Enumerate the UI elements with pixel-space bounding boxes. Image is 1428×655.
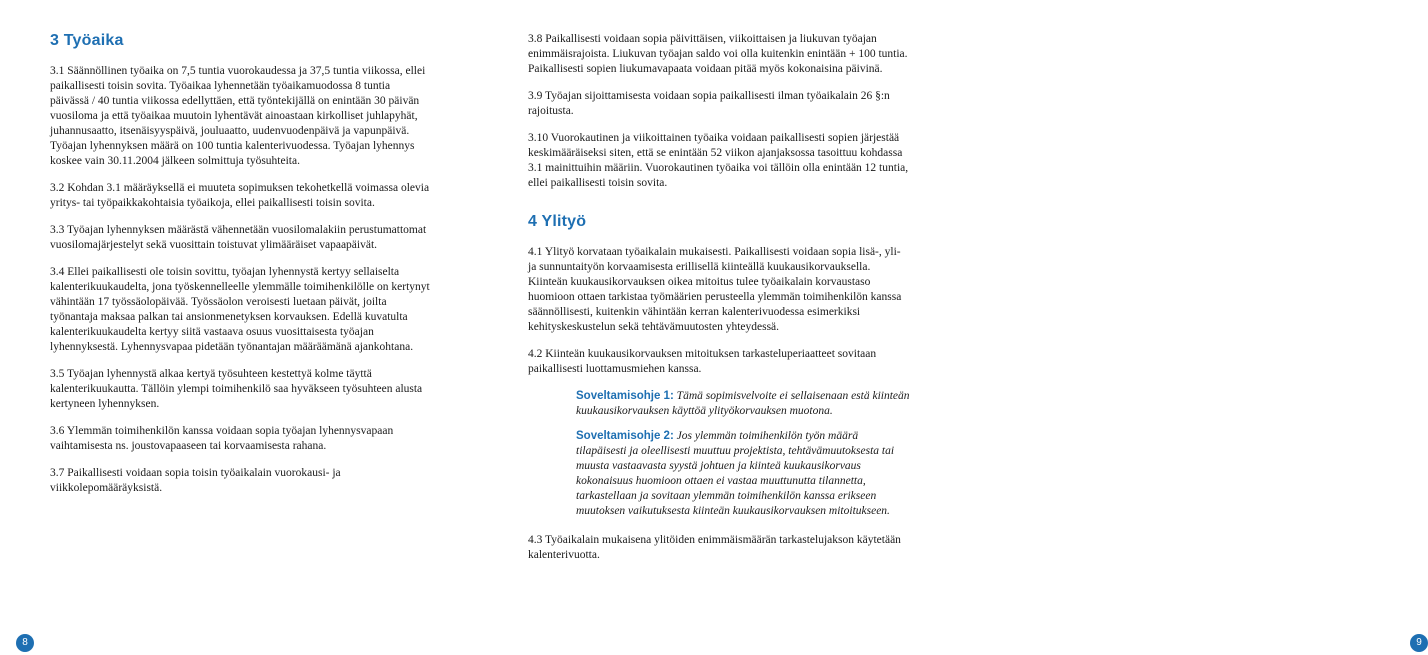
paragraph-3-3: 3.3 Työajan lyhennyksen määrästä vähennetään vuosilomalakiin perustumattomat vuosilomajärjestelyt sekä vuosittain toistuvat ylimääräiset vapaapäivät.	[50, 224, 427, 251]
paragraph-3-5: 3.5 Työajan lyhennystä alkaa kertyä työsuhteen kestettyä kolme täyttä kalenterikuukautta. Tällöin ylempi toimihenkilö saa hyväkseen työsuhteen alusta kertyneen lyhennyksen.	[50, 368, 423, 410]
guideline-2	[576, 429, 910, 519]
guideline-1-label: Soveltamisohje 1:	[576, 390, 674, 402]
paragraph-3-6: 3.6 Ylemmän toimihenkilön kanssa voidaan sopia työajan lyhennysvapaan vaihtamisesta ns. joustovapaaseen tai korvaamisesta rahana.	[50, 425, 394, 452]
paragraph-3-2: 3.2 Kohdan 3.1 määräyksellä ei muuteta sopimuksen tekohetkellä voimassa olevia yritys- tai työpaikkakohtaisia työaikoja, ellei paikallisesti toisin sovita.	[50, 182, 430, 209]
guideline-2-text: Jos ylemmän toimihenkilön työn määrä tilapäisesti ja oleellisesti muuttuu projektista, tehtävämuutoksesta tai muusta vastaavasta syystä johtuen ja kiinteä kuukausikorvaus kokonaisuus huomioon ottaen ei vastaa muuttunutta tilannetta, tarkastellaan ja sovitaan ylemmän toimihenkilön kanssa erikseen muutoksen vaikutuksesta kiinteän kuukausikorvauksen mitoitukseen.	[576, 430, 895, 517]
guideline-1	[576, 389, 910, 419]
paragraph-4-2: 4.2 Kiinteän kuukausikorvauksen mitoituksen tarkasteluperiaatteet sovitaan paikallisesti luottamusmiehen kanssa.	[528, 348, 877, 375]
paragraph-3-1: 3.1 Säännöllinen työaika on 7,5 tuntia vuorokaudessa ja 37,5 tuntia viikossa, ellei paikallisesti toisin sovita. Työaikaa lyhennetään työaikamuodossa 8 tuntia päivässä / 40 tuntia viikossa edellyttäen, että työntekijällä on enintään 30 päivän vuosiloma ja että työaikaa muutoin lyhentävät ainoastaan kirkolliset juhlapyhät, juhannusaatto, itsenäisyyspäivä, jouluaatto, uudenvuodenpäivä ja vapunpäivä. Työajan lyhennyksen määrä on 100 tuntia kalenterivuodessa. Työajan lyhennys koskee vain 30.11.2004 jälkeen solmittuja työsuhteita.	[50, 65, 426, 167]
section-heading-tyoaika: 3 Työaika	[50, 32, 124, 49]
paragraph-3-10: 3.10 Vuorokautinen ja viikoittainen työaika voidaan paikallisesti sopien järjestää keskimääräiseksi siten, että se enintään 52 viikon ajanjaksossa tasoittuu kohdassa 3.1 mainittuihin määriin. Vuorokautinen työaika voi tällöin olla enintään 12 tuntia, ellei paikallisesti toisin sovita.	[528, 132, 909, 189]
paragraph-4-1: 4.1 Ylityö korvataan työaikalain mukaisesti. Paikallisesti voidaan sopia lisä-, yli- ja sunnuntaityön korvaamisesta erillisellä kiinteällä kuukausikorvauksella. Kiinteän kuukausikorvauksen oikea mitoitus tulee työaikalain korvaustaso huomioon ottaen tarkistaa työmäärien perusteella ylemmän toimihenkilön kanssa säännöllisesti, kuitenkin vähintään kerran kalenterivuodessa esimerkiksi kehityskeskustelun sekä tehtävämuutosten yhteydessä.	[528, 246, 902, 333]
application-guidelines	[528, 389, 910, 519]
page-number-left: 8	[16, 634, 34, 652]
guideline-1-text: Tämä sopimisvelvoite ei sellaisenaan estä kiinteän kuukausikorvauksen käyttöä ylityökorvauksen muotona.	[576, 390, 910, 417]
paragraph-3-7: 3.7 Paikallisesti voidaan sopia toisin työaikalain vuorokausi- ja viikkolepomääräyksistä.	[50, 467, 341, 494]
paragraph-3-9: 3.9 Työajan sijoittamisesta voidaan sopia paikallisesti ilman työaikalain 26 §:n rajoitusta.	[528, 90, 890, 117]
paragraph-3-4: 3.4 Ellei paikallisesti ole toisin sovittu, työajan lyhennystä kertyy sellaiselta kalenterikuukaudelta, jona työskennelleelle ylemmälle toimihenkilölle on kertynyt vähintään 17 työssäolopäivää. Työssäolon veroisesti luetaan päivät, joilta työnantaja maksaa palkan tai ansionmenetyksen korvauksen. Edellä kuvatulta kalenterikuukaudelta kertyy siitä vastaava osuus vuosittaisesta työajan lyhennyksestä. Lyhennysvapaa pidetään työnantajan määräämänä ajankohtana.	[50, 266, 430, 353]
section-heading-ylityo: 4 Ylityö	[528, 213, 587, 230]
right-page	[480, 0, 1422, 655]
page-number-right: 9	[1410, 634, 1428, 652]
paragraph-4-3: 4.3 Työaikalain mukaisena ylitöiden enimmäismäärän tarkastelujakson käytetään kalenterivuotta.	[528, 534, 901, 561]
left-column	[50, 32, 430, 508]
left-page	[0, 0, 480, 655]
paragraph-3-8: 3.8 Paikallisesti voidaan sopia päivittäisen, viikoittaisen ja liukuvan työajan enimmäisrajoista. Liukuvan työajan saldo voi olla kuitenkin enintään + 100 tuntia. Paikallisesti sopien liukumavapaata voidaan pitää myös kokonaisina päivinä.	[528, 33, 908, 75]
right-column	[528, 32, 910, 575]
guideline-2-label: Soveltamisohje 2:	[576, 430, 674, 442]
